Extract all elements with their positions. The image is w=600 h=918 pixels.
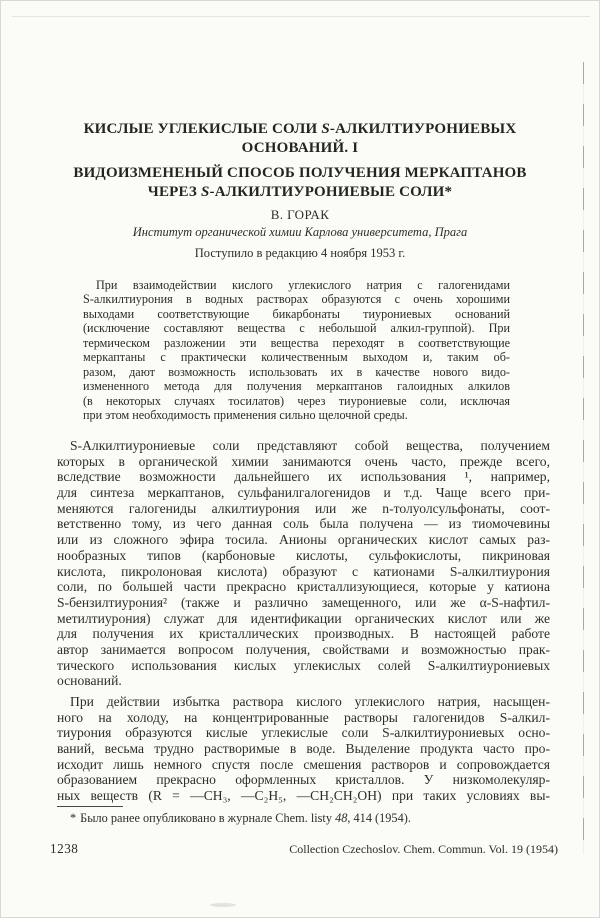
scan-smudge-artifact (210, 903, 236, 907)
page-number: 1238 (50, 841, 79, 856)
body-line: соли, по большей части прекрасно кристаллизующиеся, которые у катиона (57, 579, 550, 595)
body-line: меняются галогениды алкилтиурония или же n-толуолсульфонаты, соот- (57, 500, 550, 516)
abstract-line: (исключение составляют вещества с небольшой алкил-группой). При (83, 321, 510, 336)
article-title-block (30, 120, 570, 201)
subtitle-italic-s: S (201, 183, 210, 200)
author-affiliation: Институт органической химии Карлова университета, Прага (132, 225, 468, 239)
body-line: ного на холоду, на концентрированные растворы галогенидов S-алкил- (57, 709, 550, 725)
body-line: или из сложного эфира тосила. Анионы органических кислот самых раз- (57, 532, 550, 548)
footnote-asterisk: * (70, 811, 77, 825)
title-text-segment: КИСЛЫЕ УГЛЕКИСЛЫЕ СОЛИ (83, 121, 322, 137)
body-line: S-бензилтиурония² (также и различно замещенного, или же α-S-нафтил- (57, 594, 550, 610)
scan-edge-artifact (12, 16, 590, 17)
body-paragraph-1 (57, 438, 550, 689)
body-line: ветственно тому, из чего данная соль была получена — из тиомочевины (57, 516, 550, 532)
abstract-line: меркаптаны с практически количественным выходом и, таким об- (83, 350, 510, 365)
subtitle-text-segment: -АЛКИЛТИУРОНИЕВЫЕ СОЛИ* (209, 183, 453, 200)
subtitle-text-segment: ЧЕРЕЗ (147, 183, 201, 200)
abstract-line: разом, дают возможность использовать их в качестве нового видо- (83, 364, 510, 379)
body-line: которых в органической химии занимаются очень часто, прежде всего, (57, 453, 550, 469)
body-line: для синтеза меркаптанов, сульфанилгалогенидов и т.д. Чаще всего при- (57, 485, 550, 501)
title-italic-s: S (321, 121, 330, 137)
scan-line-artifact (583, 62, 584, 854)
abstract-line: При взаимодействии кислого углекислого натрия с галогенидами (96, 278, 510, 292)
abstract-line: выходами соответствующие бикарбонаты тиурониевых оснований (83, 306, 510, 321)
author-name: В. ГОРАК (270, 207, 330, 222)
body-line: При действии избытка раствора кислого углекислого натрия, насыщен- (70, 694, 550, 709)
footnote-text: , 414 (1954). (347, 811, 411, 825)
body-line: метилтиурония) служат для идентификации органических кислот или же (57, 610, 550, 626)
article-subtitle-line-1: ВИДОИЗМЕНЕНЫЙ СПОСОБ ПОЛУЧЕНИЯ МЕРКАПТАНОВ (73, 165, 527, 181)
footnote-volume-number: 48 (335, 811, 348, 825)
body-line: автор занимается вопросом получения, свойствами и возможностью прак- (57, 641, 550, 657)
body-line: ваний, весьма трудно растворимые в воде. Выделение продукта часто про- (57, 741, 550, 757)
article-title-line-1 (30, 120, 570, 139)
footnote-divider-rule (57, 806, 123, 807)
abstract-line: при этом необходимость применения сильно щелочной среды. (83, 407, 408, 422)
title-text-segment: -АЛКИЛТИУРОНИЕВЫХ (329, 121, 517, 137)
footnote (57, 811, 550, 825)
article-subtitle-line-2 (30, 183, 570, 202)
body-line: кислота, пикролоновая кислота) образуют с катионами S-алкилтиурония (57, 563, 550, 579)
article-title-line-2: ОСНОВАНИЙ. I (241, 139, 359, 156)
body-line: тического использования кислых углекислых солей S-алкилтиурониевых (57, 657, 550, 673)
abstract-line: термическом разложении эти вещества переходят в соответствующие (83, 335, 510, 350)
abstract-line: измененного метода для получения меркаптанов галоидных алкилов (83, 379, 510, 394)
body-line: ных веществ (R = —CH₃, —C₂H₅, —CH₂CH₂OH) при таких условиях вы- (57, 788, 550, 804)
title-gap (30, 157, 570, 164)
body-line: исходит лишь немного спустя после смешения растворов и сопровождается (57, 756, 550, 772)
footnote-text: Было ранее опубликовано в журнале Chem. listy (80, 811, 336, 825)
abstract-line: S-алкилтиурония в водных растворах образуются с очень хорошими (83, 292, 510, 307)
received-date-note: Поступило в редакцию 4 ноября 1953 г. (194, 246, 406, 260)
body-paragraph-2 (57, 694, 550, 804)
body-line: образованием прекрасно оформленных кристаллов. У низкомолекуляр- (57, 772, 550, 788)
body-line: для получения их кристаллических производных. В настоящей работе (57, 626, 550, 642)
page-footer (50, 842, 558, 856)
journal-citation: Collection Czechoslov. Chem. Commun. Vol. 19 (1954) (289, 842, 558, 856)
body-line: тиурония образуются кислые углекислые соли S-алкилтиурониевых осно- (57, 725, 550, 741)
abstract-line: (в некоторых случаях тосилатов) через тиурониевые соли, исключая (83, 393, 510, 408)
abstract-block (83, 278, 510, 422)
body-line: S-Алкилтиурониевые соли представляют собой вещества, получением (70, 438, 550, 453)
body-line: оснований. (57, 673, 122, 689)
body-line: нообразных типов (карбоновые кислоты, сульфокислоты, пикриновая (57, 547, 550, 563)
body-line: вследствие возможности дальнейшего их использования ¹, например, (57, 469, 550, 485)
